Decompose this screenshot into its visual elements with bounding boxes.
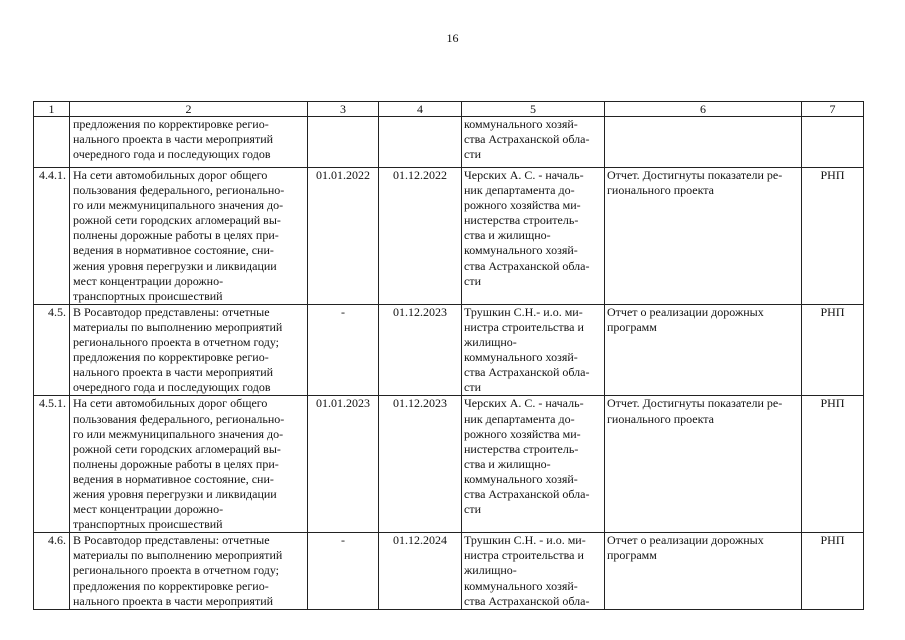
end-date: 01.12.2024: [379, 533, 462, 609]
column-header: 4: [379, 102, 462, 117]
column-number-header: [34, 102, 864, 117]
item-description: В Росавтодор представлены: отчетные материалы по выполнению мероприятий регионального проекта в отчетном году; предложения по корректировке регио- нального проекта в части мероприятий очередного года и последующих годов: [70, 304, 308, 396]
item-number: 4.5.1.: [34, 396, 70, 533]
control-level: РНП: [802, 168, 864, 305]
page-number: 16: [446, 31, 459, 45]
start-date: [308, 117, 379, 168]
result-document: Отчет о реализации дорожных программ: [605, 304, 802, 396]
responsible-person: Черских А. С. - началь- ник департамента до- рожного хозяйства ми- нистерства строитель- ства и жилищно- коммунального хозяй- ства Астраханской обла- сти: [462, 168, 605, 305]
result-document: Отчет. Достигнуты показатели ре- гионального проекта: [605, 396, 802, 533]
start-date: 01.01.2023: [308, 396, 379, 533]
column-header: 7: [802, 102, 864, 117]
control-level: РНП: [802, 304, 864, 396]
end-date: 01.12.2023: [379, 304, 462, 396]
control-level: [802, 117, 864, 168]
column-header: 3: [308, 102, 379, 117]
plan-table: [33, 101, 864, 610]
end-date: 01.12.2023: [379, 396, 462, 533]
responsible-person: коммунального хозяй- ства Астраханской обла- сти: [462, 117, 605, 168]
column-header: 1: [34, 102, 70, 117]
end-date: [379, 117, 462, 168]
responsible-person: Трушкин С.Н.- и.о. ми- нистра строительства и жилищно- коммунального хозяй- ства Астраханской обла- сти: [462, 304, 605, 396]
table-row: [34, 168, 864, 305]
column-header: 6: [605, 102, 802, 117]
start-date: -: [308, 304, 379, 396]
start-date: 01.01.2022: [308, 168, 379, 305]
result-document: Отчет. Достигнуты показатели ре- гионального проекта: [605, 168, 802, 305]
column-header: 2: [70, 102, 308, 117]
item-number: [34, 117, 70, 168]
item-description: предложения по корректировке регио- нального проекта в части мероприятий очередного года и последующих годов: [70, 117, 308, 168]
item-number: 4.5.: [34, 304, 70, 396]
item-description: В Росавтодор представлены: отчетные материалы по выполнению мероприятий регионального проекта в отчетном году; предложения по корректировке регио- нального проекта в части мероприятий: [70, 533, 308, 609]
table-row: [34, 533, 864, 609]
table-row: [34, 396, 864, 533]
control-level: РНП: [802, 533, 864, 609]
item-description: На сети автомобильных дорог общего пользования федерального, регионально- го или межмуниципального значения до- рожной сети городских агломераций вы- полнены дорожные работы в целях при- ведения в нормативное состояние, сни- жения уровня перегрузки и ликвидации мест концентрации дорожно- транспортных происшествий: [70, 396, 308, 533]
item-number: 4.6.: [34, 533, 70, 609]
column-header: 5: [462, 102, 605, 117]
table-row: [34, 304, 864, 396]
item-number: 4.4.1.: [34, 168, 70, 305]
item-description: На сети автомобильных дорог общего пользования федерального, регионально- го или межмуниципального значения до- рожной сети городских агломераций вы- полнены дорожные работы в целях при- ведения в нормативное состояние, сни- жения уровня перегрузки и ликвидации мест концентрации дорожно- транспортных происшествий: [70, 168, 308, 305]
result-document: Отчет о реализации дорожных программ: [605, 533, 802, 609]
table-row: [34, 117, 864, 168]
responsible-person: Трушкин С.Н. - и.о. ми- нистра строительства и жилищно- коммунального хозяй- ства Астраханской обла-: [462, 533, 605, 609]
start-date: -: [308, 533, 379, 609]
end-date: 01.12.2022: [379, 168, 462, 305]
result-document: [605, 117, 802, 168]
control-level: РНП: [802, 396, 864, 533]
responsible-person: Черских А. С. - началь- ник департамента до- рожного хозяйства ми- нистерства строитель- ства и жилищно- коммунального хозяй- ства Астраханской обла- сти: [462, 396, 605, 533]
